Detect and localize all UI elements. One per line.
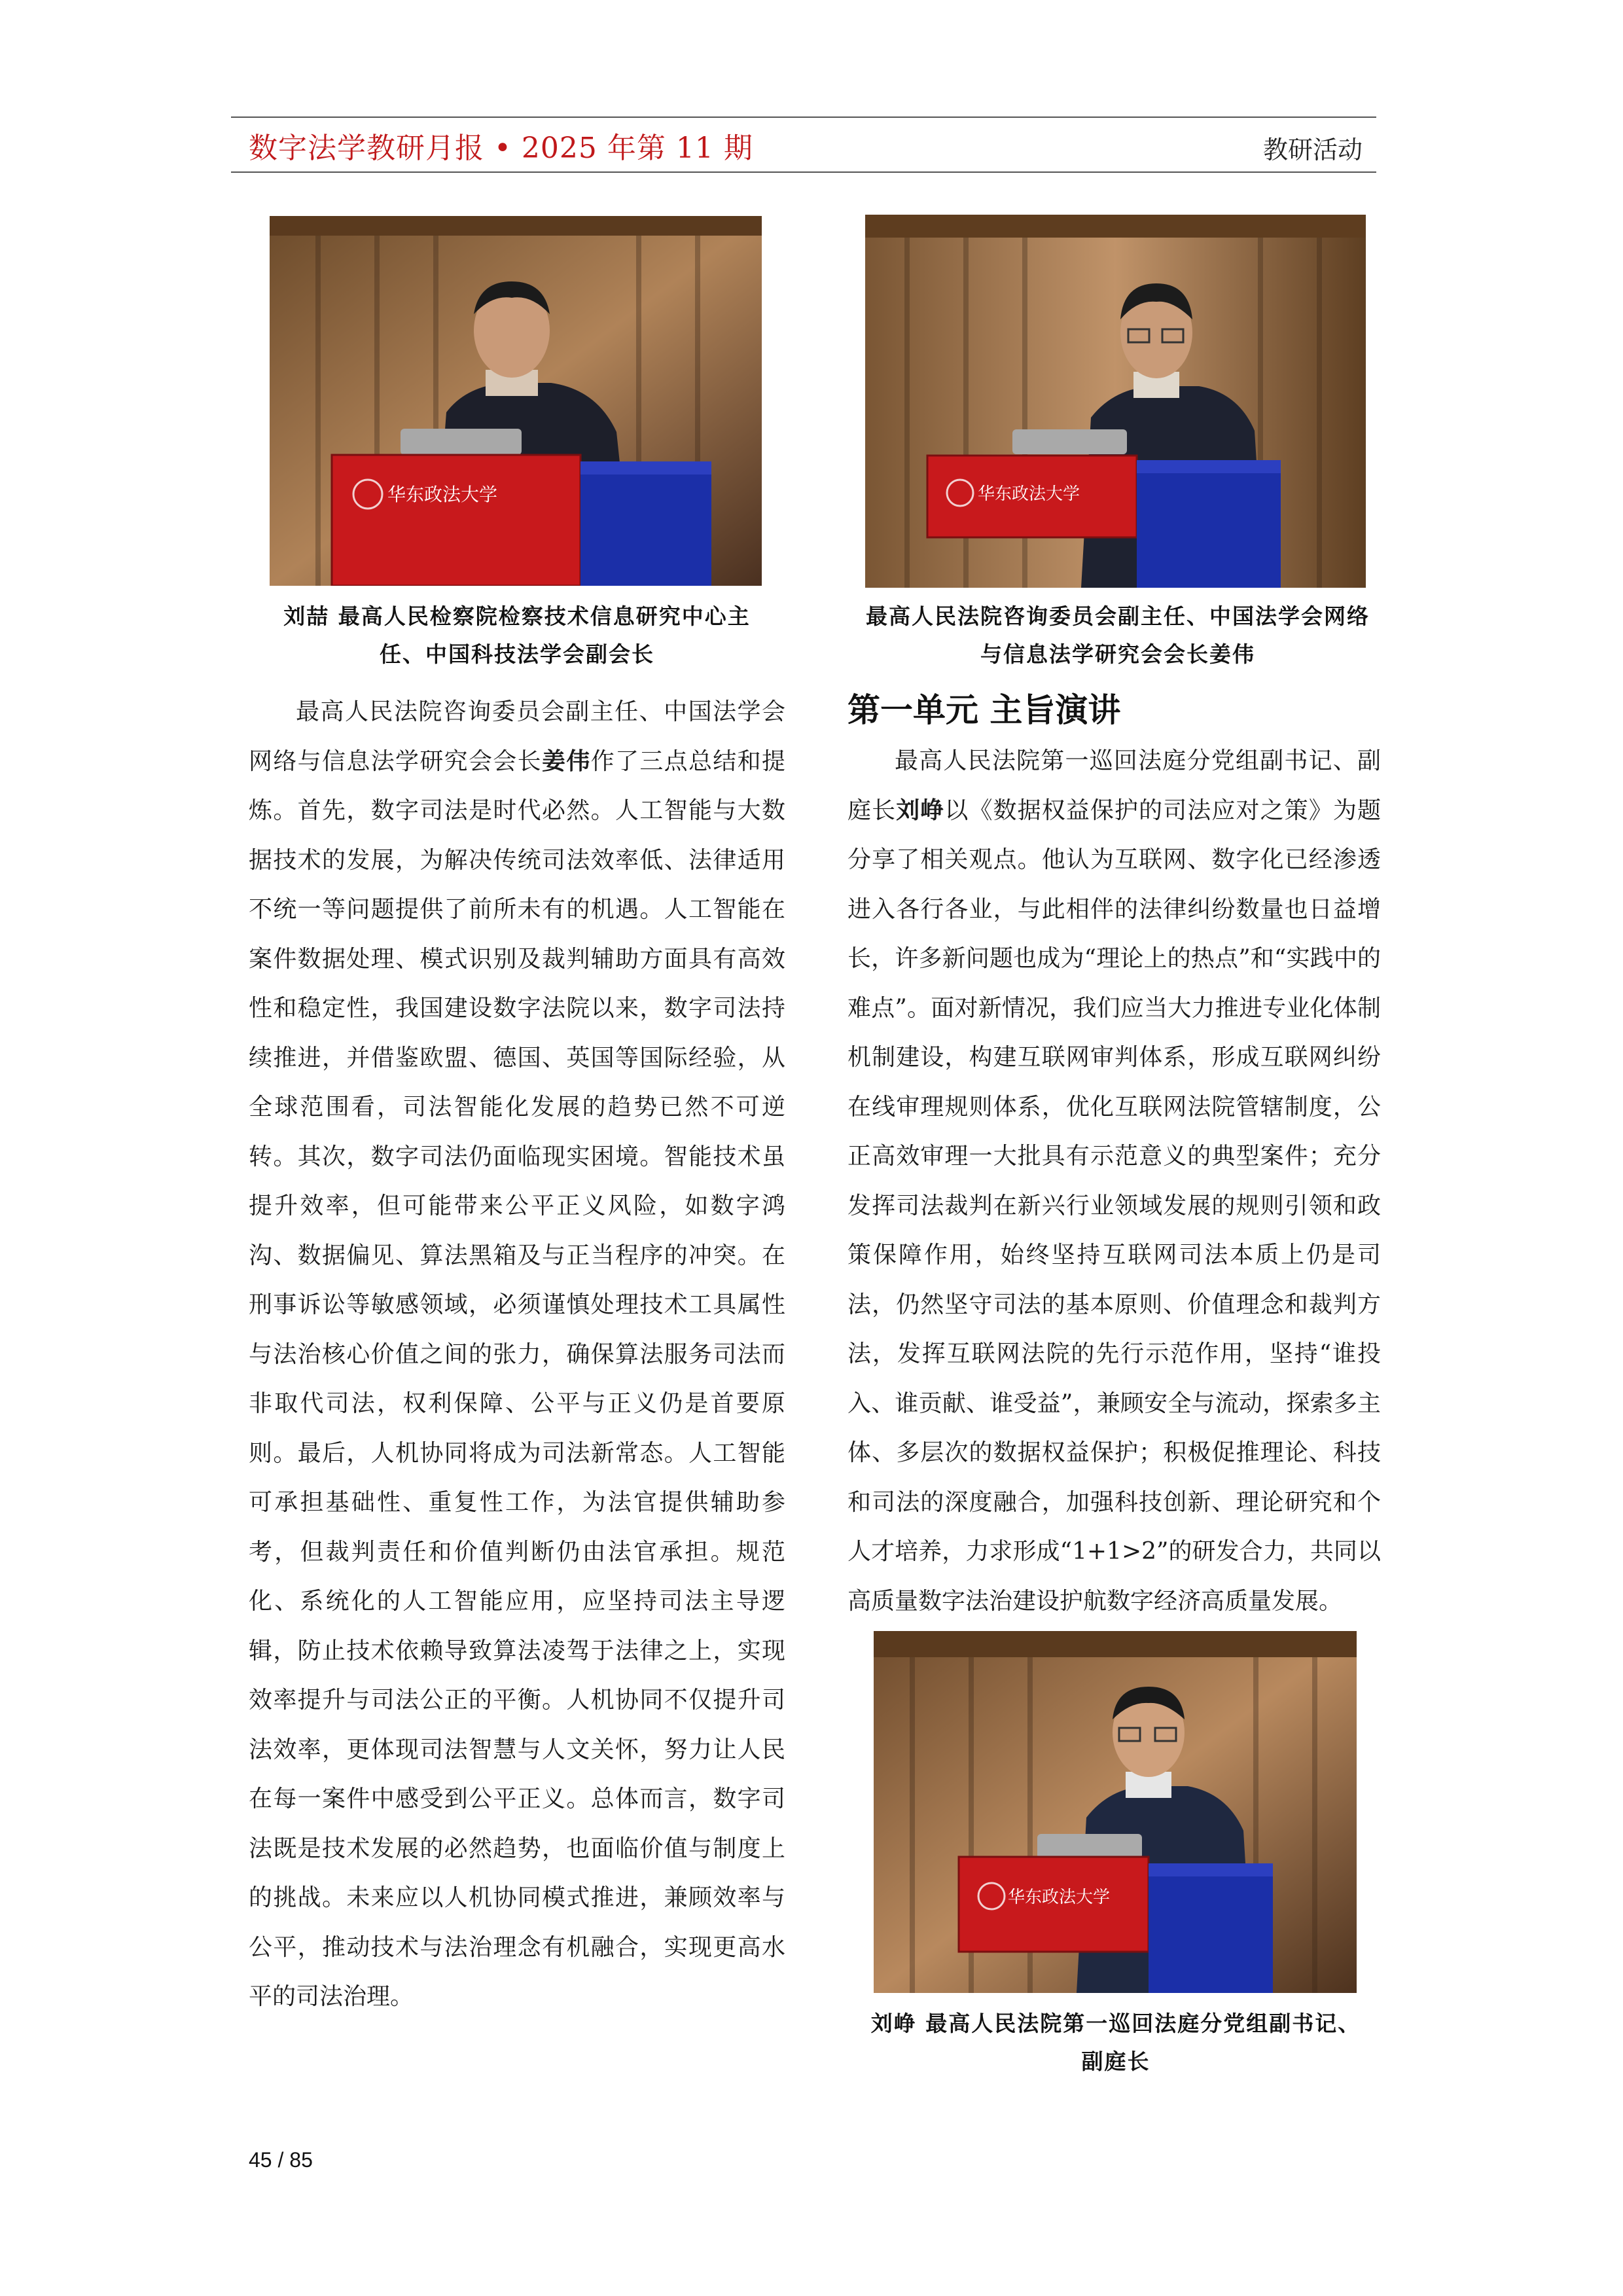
caption-line: 副庭长 bbox=[1081, 2049, 1150, 2074]
caption-line: 刘峥 最高人民法院第一巡回法庭分党组副书记、 bbox=[870, 2011, 1361, 2036]
speaker-photo-2 bbox=[865, 215, 1366, 588]
text-run: 最高人民法院咨询委员会副主任、中国法学会网络与信息法学研究会会长 bbox=[249, 698, 785, 775]
page-number: 45 / 85 bbox=[249, 2148, 313, 2172]
podium-logo-text: 华东政法大学 bbox=[1008, 1888, 1111, 1907]
left-column-body bbox=[249, 687, 785, 2022]
speaker-name: 刘峥 bbox=[896, 796, 945, 824]
speaker-photo-3 bbox=[874, 1631, 1357, 1993]
header-bottom-rule bbox=[231, 171, 1376, 173]
speaker-photo-1 bbox=[270, 216, 762, 586]
caption-line: 最高人民法院咨询委员会副主任、中国法学会网络 bbox=[866, 603, 1370, 629]
paragraph bbox=[249, 687, 785, 2022]
text-run: 以《数据权益保护的司法应对之策》为题分享了相关观点。他认为互联网、数字化已经渗透进入各行各业，与此相伴的法律纠纷数量也日益增长，许多新问题也成为“理论上的热点”和“实践中的难点”。面对新情况，我们应当大力推进专业化体制机制建设，构建互联网审判体系，形成互联网纠纷在线审理规则体系，优化互联网法院管辖制度，公正高效审理一大批具有示范意义的典型案件；充分发挥司法裁判在新兴行业领域发展的规则引领和政策保障作用，始终坚持互联网司法本质上仍是司法，仍然坚守司法的基本原则、价值理念和裁判方法，发挥互联网法院的先行示范作用，坚持“谁投入、谁贡献、谁受益”，兼顾安全与流动，探索多主体、多层次的数据权益保护；积极促推理论、科技和司法的深度融合，加强科技创新、理论研究和个人才培养，力求形成“1+1>2”的研发合力，共同以高质量数字法治建设护航数字经济高质量发展。 bbox=[847, 797, 1381, 1615]
journal-title: 数字法学教研月报 • 2025 年第 11 期 bbox=[249, 132, 753, 165]
photo-2-caption bbox=[843, 598, 1393, 673]
caption-line: 与信息法学研究会会长姜伟 bbox=[980, 641, 1255, 667]
text-run: 作了三点总结和提炼。首先，数字司法是时代必然。人工智能与大数据技术的发展，为解决传统司法效率低、法律适用不统一等问题提供了前所未有的机遇。人工智能在案件数据处理、模式识别及裁判辅助方面具有高效性和稳定性，我国建设数字法院以来，数字司法持续推进，并借鉴欧盟、德国、英国等国际经验，从全球范围看，司法智能化发展的趋势已然不可逆转。其次，数字司法仍面临现实困境。智能技术虽提升效率，但可能带来公平正义风险，如数字鸿沟、数据偏见、算法黑箱及与正当程序的冲突。在刑事诉讼等敏感领域，必须谨慎处理技术工具属性与法治核心价值之间的张力，确保算法服务司法而非取代司法，权利保障、公平与正义仍是首要原则。最后，人机协同将成为司法新常态。人工智能可承担基础性、重复性工作，为法官提供辅助参考，但裁判责任和价值判断仍由法官承担。规范化、系统化的人工智能应用，应坚持司法主导逻辑，防止技术依赖导致算法凌驾于法律之上，实现效率提升与司法公正的平衡。人机协同不仅提升司法效率，更体现司法智慧与人文关怀，努力让人民在每一案件中感受到公平正义。总体而言，数字司法既是技术发展的必然趋势，也面临价值与制度上的挑战。未来应以人机协同模式推进，兼顾效率与公平，推动技术与法治理念有机融合，实现更高水平的司法治理。 bbox=[249, 747, 785, 2010]
header-top-rule bbox=[231, 117, 1376, 118]
podium-logo-text: 华东政法大学 bbox=[978, 484, 1080, 504]
photo-1-caption bbox=[249, 598, 785, 673]
speaker-name: 姜伟 bbox=[541, 747, 591, 775]
photo-3-caption bbox=[844, 2005, 1387, 2081]
caption-line: 任、中国科技法学会副会长 bbox=[380, 641, 654, 667]
right-column-body bbox=[847, 736, 1381, 1626]
section-heading: 第一单元 主旨演讲 bbox=[847, 691, 1121, 729]
text-run: 最高人民法院第一巡回法庭分党组副书记、副庭长 bbox=[847, 747, 1381, 824]
caption-line: 刘喆 最高人民检察院检察技术信息研究中心主 bbox=[283, 603, 751, 629]
podium-logo-text: 华东政法大学 bbox=[387, 484, 498, 505]
section-label: 教研活动 bbox=[1262, 135, 1363, 164]
paragraph bbox=[847, 736, 1381, 1626]
